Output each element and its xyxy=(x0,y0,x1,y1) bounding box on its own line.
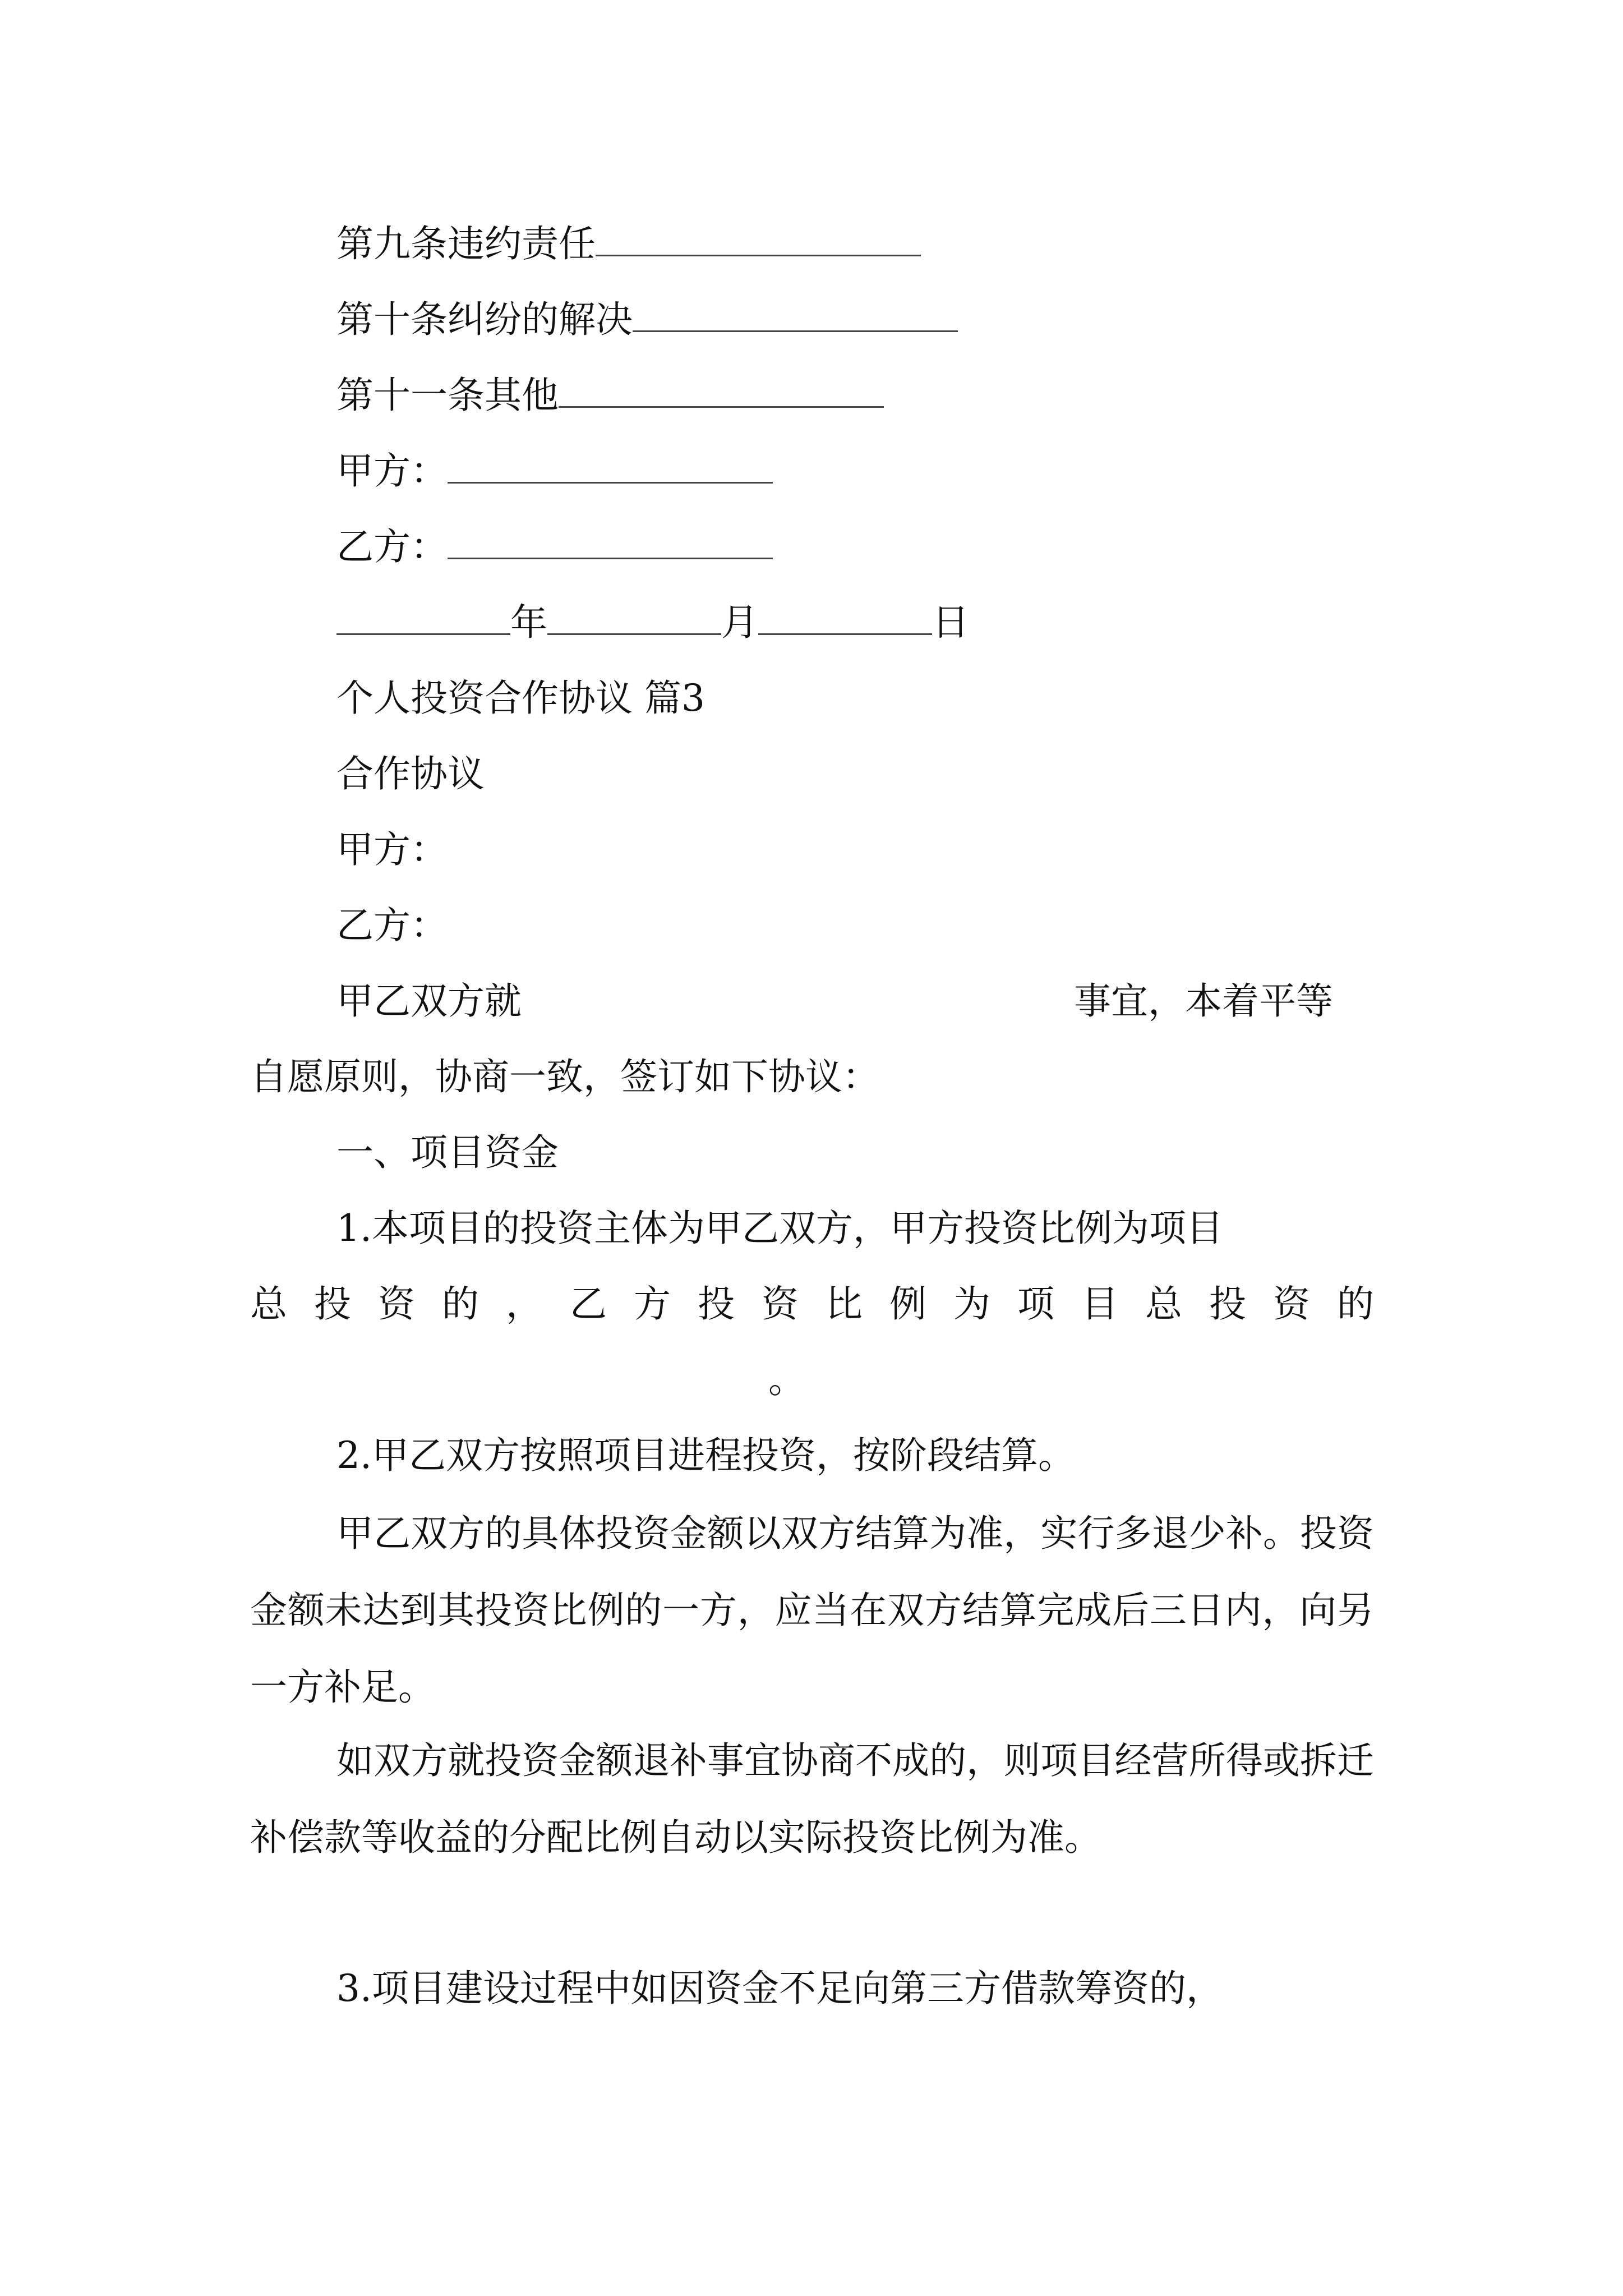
party-a-blank xyxy=(448,452,773,484)
item-1-line-2-char: 的 xyxy=(442,1282,479,1326)
party-a-signature-line xyxy=(336,446,773,496)
intro-end: 事宜，本着平等 xyxy=(1074,979,1333,1023)
paragraph-settlement: 甲乙双方的具体投资金额以双方结算为准，实行多退少补。投资金额未达到其投资比例的一方，应当在双方结算完成后三日内，向另一方补足。 xyxy=(250,1512,1374,1709)
day-blank xyxy=(758,603,932,635)
item-1-line-2 xyxy=(250,1279,1374,1329)
party-b-signature-line xyxy=(336,522,773,572)
item-1-line-2-char: 的 xyxy=(1337,1282,1374,1326)
item-1-line-2-char: 投 xyxy=(1209,1282,1246,1326)
party-b-label: 乙方： xyxy=(336,525,448,568)
item-1-line-2-char: 总 xyxy=(1145,1282,1182,1326)
item-2: 2.甲乙双方按照项目进程投资，按阶段结算。 xyxy=(336,1434,1075,1477)
article-11-line xyxy=(336,370,884,421)
item-1-line-2-char: ， xyxy=(506,1282,543,1326)
item-1-line-2-char: 方 xyxy=(634,1282,671,1326)
heading-project-funds: 一、项目资金 xyxy=(336,1131,559,1174)
item-1-line-2-char: 总 xyxy=(250,1282,287,1326)
party-b-blank xyxy=(448,527,773,559)
item-1-line-2-char: 资 xyxy=(378,1282,415,1326)
month-blank xyxy=(547,603,721,635)
month-label: 月 xyxy=(721,601,758,644)
intro-line-2: 自愿原则，协商一致，签订如下协议： xyxy=(250,1055,879,1098)
article-11-text: 第十一条其他 xyxy=(336,374,559,417)
article-10-text: 第十条纠纷的解决 xyxy=(336,298,633,341)
intro-start: 甲乙双方就 xyxy=(336,979,522,1023)
article-10-blank xyxy=(633,300,958,332)
article-10-line xyxy=(336,295,958,345)
article-9-blank xyxy=(596,224,921,256)
item-1-line-2-char: 目 xyxy=(1081,1282,1118,1326)
item-1-line-2-char: 资 xyxy=(1273,1282,1310,1326)
article-11-blank xyxy=(559,376,884,408)
day-label: 日 xyxy=(932,601,969,644)
agreement-title: 合作协议 xyxy=(336,752,485,795)
year-label: 年 xyxy=(510,601,547,644)
item-1-line-2-char: 乙 xyxy=(570,1282,607,1326)
item-1-line-2-char: 投 xyxy=(698,1282,735,1326)
party-a-header: 甲方： xyxy=(336,828,448,871)
item-1-line-2-char: 项 xyxy=(1017,1282,1054,1326)
item-1-line-2-char: 比 xyxy=(826,1282,863,1326)
item-1-line-2-char: 资 xyxy=(762,1282,799,1326)
item-3: 3.项目建设过程中如因资金不足向第三方借款筹资的， xyxy=(336,1967,1223,2010)
date-line xyxy=(336,597,969,648)
party-a-label: 甲方： xyxy=(336,449,448,493)
year-blank xyxy=(336,603,510,635)
article-9-text: 第九条违约责任 xyxy=(336,222,596,265)
paragraph-dispute: 如双方就投资金额退补事宜协商不成的，则项目经营所得或拆迁补偿款等收益的分配比例自动以实际投资比例为准。 xyxy=(250,1739,1374,1859)
item-1-line-2-char: 例 xyxy=(889,1282,926,1326)
item-1-line-2-char: 为 xyxy=(953,1282,990,1326)
article-9-line xyxy=(336,219,921,269)
party-b-header: 乙方： xyxy=(336,904,448,947)
item-1-line-1: 1.本项目的投资主体为甲乙双方，甲方投资比例为项目 xyxy=(336,1207,1223,1250)
item-1-line-2-char: 投 xyxy=(314,1282,351,1326)
section-title: 个人投资合作协议 篇3 xyxy=(336,677,705,720)
item-1-end: 。 xyxy=(768,1358,805,1401)
